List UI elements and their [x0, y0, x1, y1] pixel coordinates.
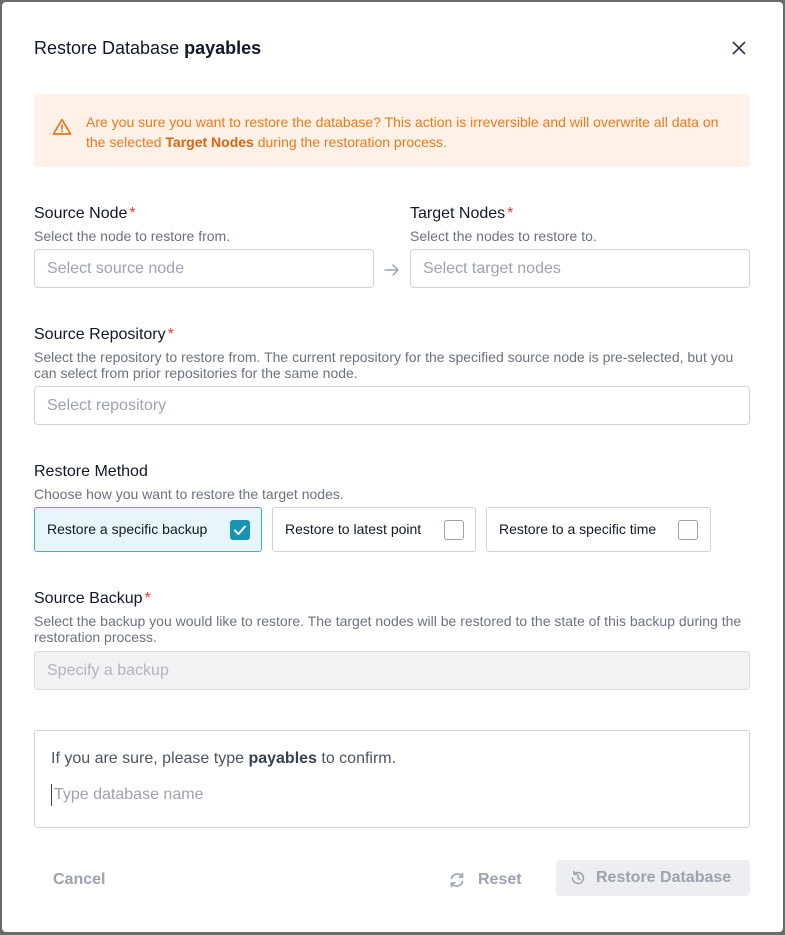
cancel-button[interactable]: Cancel — [53, 871, 106, 888]
checkbox-checked[interactable] — [230, 520, 250, 540]
required-asterisk: * — [167, 326, 174, 343]
restore-method-latest-point[interactable] — [272, 507, 476, 552]
dialog-title-database-name: payables — [184, 38, 262, 58]
dialog-title-prefix: Restore Database — [34, 38, 180, 58]
restore-method-help: Choose how you want to restore the target nodes. — [34, 486, 344, 502]
restore-method-option-label: Restore a specific backup — [47, 521, 208, 537]
restore-method-specific-backup[interactable] — [34, 507, 262, 552]
required-asterisk: * — [144, 590, 151, 607]
confirm-text-after: to confirm. — [316, 750, 397, 767]
warning-triangle-icon — [52, 117, 72, 137]
restore-database-label: Restore Database — [596, 869, 732, 886]
source-backup-label-text: Source Backup — [34, 590, 143, 607]
source-node-label — [34, 204, 136, 224]
refresh-icon — [448, 871, 466, 889]
warning-text-before: Are you sure you want to restore the database? This action is irreversible and will overwrite all data on the selected — [86, 114, 719, 150]
restore-method-option-label: Restore to latest point — [285, 521, 422, 537]
source-node-help: Select the node to restore from. — [34, 228, 231, 244]
source-node-label-text: Source Node — [34, 205, 128, 222]
required-asterisk: * — [129, 205, 136, 222]
source-backup-select[interactable]: Specify a backup — [34, 651, 750, 690]
confirm-database-name-input[interactable] — [51, 784, 651, 806]
reset-button[interactable] — [448, 870, 522, 890]
history-icon — [570, 870, 586, 886]
source-repository-label-text: Source Repository — [34, 326, 166, 343]
confirm-box — [34, 730, 750, 828]
dialog-header — [34, 38, 751, 62]
required-asterisk: * — [507, 205, 514, 222]
source-node-select[interactable]: Select source node — [34, 249, 374, 288]
target-nodes-label-text: Target Nodes — [410, 205, 506, 222]
arrow-right-icon — [382, 262, 402, 278]
confirm-database-name: payables — [248, 750, 317, 767]
warning-alert — [34, 94, 750, 167]
restore-database-dialog — [2, 2, 783, 932]
checkmark-icon — [231, 521, 249, 539]
warning-text — [86, 112, 726, 152]
confirm-instruction — [51, 749, 396, 769]
checkbox-unchecked[interactable] — [678, 520, 698, 540]
restore-method-specific-time[interactable] — [486, 507, 711, 552]
close-icon — [729, 38, 749, 58]
source-repository-help: Select the repository to restore from. The current repository for the specified source node is pre-selected, but you can select from prior repositories for the same node. — [34, 349, 734, 381]
restore-database-button[interactable] — [556, 860, 750, 896]
source-repository-label — [34, 325, 174, 345]
checkbox-unchecked[interactable] — [444, 520, 464, 540]
warning-text-after: during the restoration process. — [253, 134, 447, 150]
target-nodes-select[interactable]: Select target nodes — [410, 249, 750, 288]
source-backup-help: Select the backup you would like to restore. The target nodes will be restored to the state of this backup during the restoration process. — [34, 613, 742, 645]
target-nodes-help: Select the nodes to restore to. — [410, 228, 597, 244]
target-nodes-label — [410, 204, 513, 224]
warning-text-bold: Target Nodes — [165, 134, 254, 150]
source-repository-select[interactable]: Select repository — [34, 386, 750, 425]
restore-method-label: Restore Method — [34, 463, 148, 480]
close-button[interactable] — [729, 38, 749, 58]
reset-label: Reset — [478, 871, 522, 888]
source-backup-label — [34, 589, 151, 609]
dialog-title — [34, 38, 751, 58]
restore-method-option-label: Restore to a specific time — [499, 521, 657, 537]
confirm-text-before: If you are sure, please type — [51, 750, 249, 767]
